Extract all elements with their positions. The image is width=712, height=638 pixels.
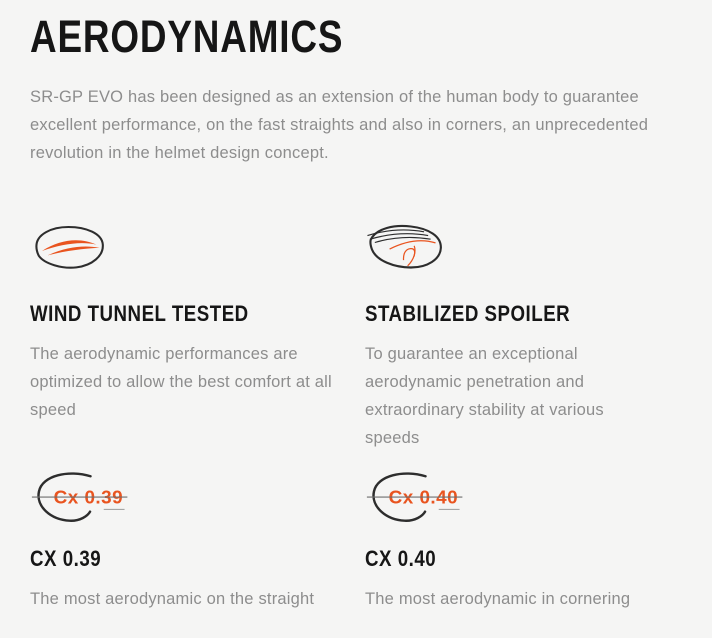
cx-039-icon-label: Cx 0.39: [53, 487, 124, 509]
feature-cx-040: [365, 468, 682, 613]
cx-040-helmet-icon: [365, 468, 682, 528]
feature-wind-tunnel: [30, 221, 365, 452]
wind-tunnel-helmet-icon: [30, 221, 365, 273]
feature-desc-stabilized-spoiler: To guarantee an exceptional aerodynamic penetration and extraordinary stability at various speeds: [365, 345, 604, 447]
feature-stabilized-spoiler: [365, 221, 682, 452]
feature-title-cx-040: CX 0.40: [365, 546, 437, 571]
feature-desc-wind-tunnel: The aerodynamic performances are optimized to allow the best comfort at all speed: [30, 345, 332, 419]
cx-040-icon-label: Cx 0.40: [388, 487, 459, 509]
page-title: AERODYNAMICS: [30, 11, 344, 62]
feature-desc-cx-040: The most aerodynamic in cornering: [365, 590, 631, 608]
feature-desc-cx-039: The most aerodynamic on the straight: [30, 590, 315, 608]
feature-title-wind-tunnel: WIND TUNNEL TESTED: [30, 301, 249, 326]
feature-cx-039: [30, 468, 365, 613]
feature-title-stabilized-spoiler: STABILIZED SPOILER: [365, 301, 571, 326]
cx-039-helmet-icon: [30, 468, 365, 528]
features-grid: [30, 221, 682, 613]
intro-paragraph: SR-GP EVO has been designed as an extension of the human body to guarantee excellent performance, on the fast straights and also in corners, an unprecedented revolution in the helmet design concept.: [30, 88, 649, 162]
feature-title-cx-039: CX 0.39: [30, 546, 102, 571]
stabilized-spoiler-helmet-icon: [365, 221, 682, 273]
